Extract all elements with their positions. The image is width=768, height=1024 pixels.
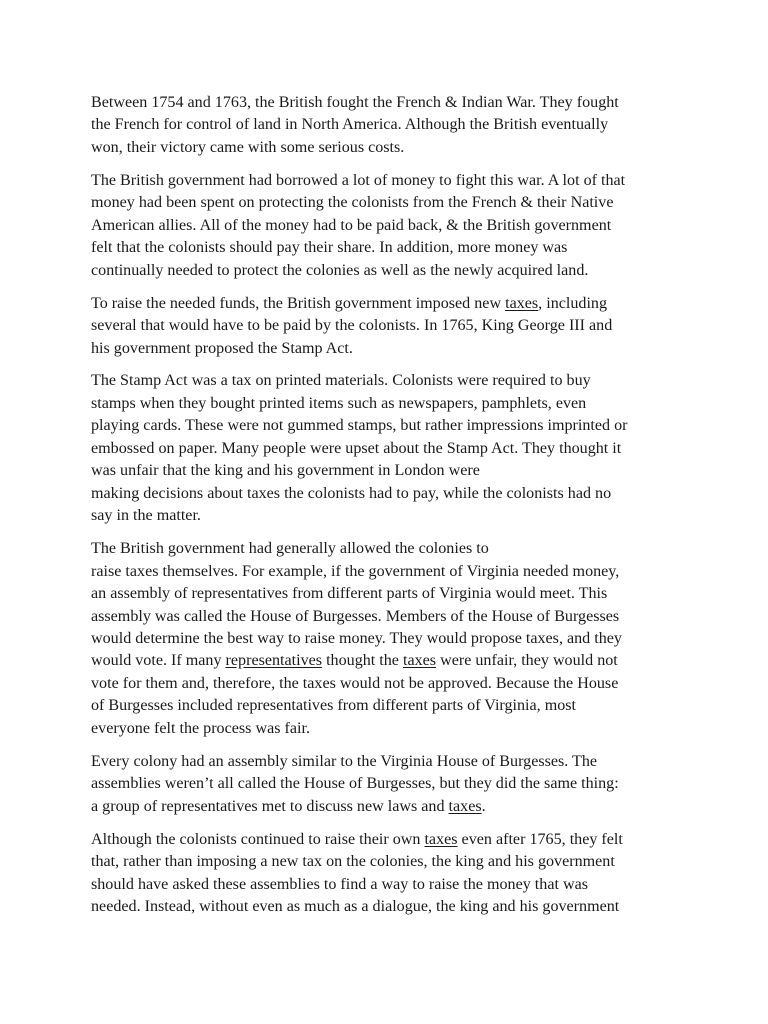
text-line bbox=[91, 215, 691, 237]
text-run: say in the matter. bbox=[91, 507, 201, 525]
text-run: making decisions about taxes the colonists had to pay, while the colonists had no bbox=[91, 484, 612, 502]
text-run: his government proposed the Stamp Act. bbox=[91, 339, 353, 357]
text-line bbox=[91, 92, 691, 114]
text-line bbox=[91, 460, 691, 482]
text-run: that, rather than imposing a new tax on the colonies, the king and his government bbox=[91, 853, 615, 871]
text-run: assembly was called the House of Burgesses. Members of the House of Burgesses bbox=[91, 607, 620, 625]
text-line bbox=[91, 561, 691, 583]
text-run: needed. Instead, without even as much as a dialogue, the king and his government bbox=[91, 897, 620, 915]
text-line bbox=[91, 170, 691, 192]
text-run: continually needed to protect the colonies as well as the newly acquired land. bbox=[91, 261, 589, 279]
text-line bbox=[91, 293, 691, 315]
text-run: thought the bbox=[322, 652, 403, 670]
text-run: won, their victory came with some serious costs. bbox=[91, 138, 405, 156]
paragraph-2 bbox=[91, 170, 691, 282]
text-line bbox=[91, 538, 691, 560]
paragraph-5 bbox=[91, 538, 691, 740]
text-line bbox=[91, 751, 691, 773]
text-run: To raise the needed funds, the British government imposed new bbox=[91, 294, 506, 312]
text-run: several that would have to be paid by the colonists. In 1765, King George III and bbox=[91, 317, 613, 335]
text-run: were unfair, they would not bbox=[436, 652, 618, 670]
text-run: American allies. All of the money had to be paid back, & the British government bbox=[91, 216, 612, 234]
text-run: embossed on paper. Many people were upset about the Stamp Act. They thought it bbox=[91, 439, 622, 457]
text-run: everyone felt the process was fair. bbox=[91, 719, 310, 737]
text-run: Every colony had an assembly similar to the Virginia House of Burgesses. The bbox=[91, 752, 598, 770]
text-run: The British government had borrowed a lot of money to fight this war. A lot of that bbox=[91, 171, 626, 189]
text-line bbox=[91, 718, 691, 740]
text-line bbox=[91, 628, 691, 650]
underlined-term: taxes bbox=[402, 652, 437, 670]
paragraph-3 bbox=[91, 293, 691, 360]
text-line bbox=[91, 896, 691, 918]
paragraph-7 bbox=[91, 829, 691, 919]
text-line bbox=[91, 695, 691, 717]
text-run: a group of representatives met to discuss new laws and bbox=[91, 797, 449, 815]
text-line bbox=[91, 796, 691, 818]
text-line bbox=[91, 829, 691, 851]
text-run: raise taxes themselves. For example, if the government of Virginia needed money, bbox=[91, 562, 620, 580]
text-line bbox=[91, 773, 691, 795]
paragraph-6 bbox=[91, 751, 691, 818]
text-line bbox=[91, 851, 691, 873]
text-run: The British government had generally allowed the colonies to bbox=[91, 540, 489, 558]
text-line bbox=[91, 338, 691, 360]
text-line bbox=[91, 673, 691, 695]
text-line bbox=[91, 438, 691, 460]
text-run: the French for control of land in North America. Although the British eventually bbox=[91, 116, 609, 134]
text-line bbox=[91, 114, 691, 136]
text-run: would determine the best way to raise money. They would propose taxes, and they bbox=[91, 629, 622, 647]
underlined-term: taxes bbox=[505, 294, 539, 312]
text-run: vote for them and, therefore, the taxes would not be approved. Because the House bbox=[91, 674, 619, 692]
text-line bbox=[91, 650, 691, 672]
text-line bbox=[91, 192, 691, 214]
text-line bbox=[91, 237, 691, 259]
text-line bbox=[91, 415, 691, 437]
underlined-term: representatives bbox=[225, 652, 323, 670]
text-line bbox=[91, 583, 691, 605]
underlined-term: taxes bbox=[448, 797, 482, 815]
text-line bbox=[91, 393, 691, 415]
document-body bbox=[91, 92, 691, 929]
text-run: of Burgesses included representatives from different parts of Virginia, most bbox=[91, 697, 577, 715]
text-run: money had been spent on protecting the colonists from the French & their Native bbox=[91, 194, 614, 212]
paragraph-1 bbox=[91, 92, 691, 159]
text-line bbox=[91, 874, 691, 896]
text-run: Although the colonists continued to raise their own bbox=[91, 830, 425, 848]
text-run: stamps when they bought printed items such as newspapers, pamphlets, even bbox=[91, 394, 587, 412]
underlined-term: taxes bbox=[424, 830, 458, 848]
text-line bbox=[91, 483, 691, 505]
text-run: , including bbox=[538, 294, 608, 312]
text-line bbox=[91, 505, 691, 527]
text-run: felt that the colonists should pay their share. In addition, more money was bbox=[91, 239, 568, 257]
text-run: assemblies weren’t all called the House of Burgesses, but they did the same thing: bbox=[91, 775, 619, 793]
text-run: playing cards. These were not gummed stamps, but rather impressions imprinted or bbox=[91, 417, 628, 435]
text-line bbox=[91, 370, 691, 392]
text-run: would vote. If many bbox=[91, 652, 226, 670]
text-line bbox=[91, 137, 691, 159]
text-line bbox=[91, 315, 691, 337]
text-line bbox=[91, 606, 691, 628]
text-run: was unfair that the king and his government in London were bbox=[91, 462, 480, 480]
paragraph-4 bbox=[91, 370, 691, 527]
text-run: . bbox=[481, 797, 486, 815]
text-run: even after 1765, they felt bbox=[457, 830, 623, 848]
text-line bbox=[91, 260, 691, 282]
text-run: should have asked these assemblies to find a way to raise the money that was bbox=[91, 875, 588, 893]
text-run: The Stamp Act was a tax on printed materials. Colonists were required to buy bbox=[91, 372, 591, 390]
text-run: Between 1754 and 1763, the British fought the French & Indian War. They fought bbox=[91, 94, 619, 111]
text-run: an assembly of representatives from different parts of Virginia would meet. This bbox=[91, 585, 608, 603]
